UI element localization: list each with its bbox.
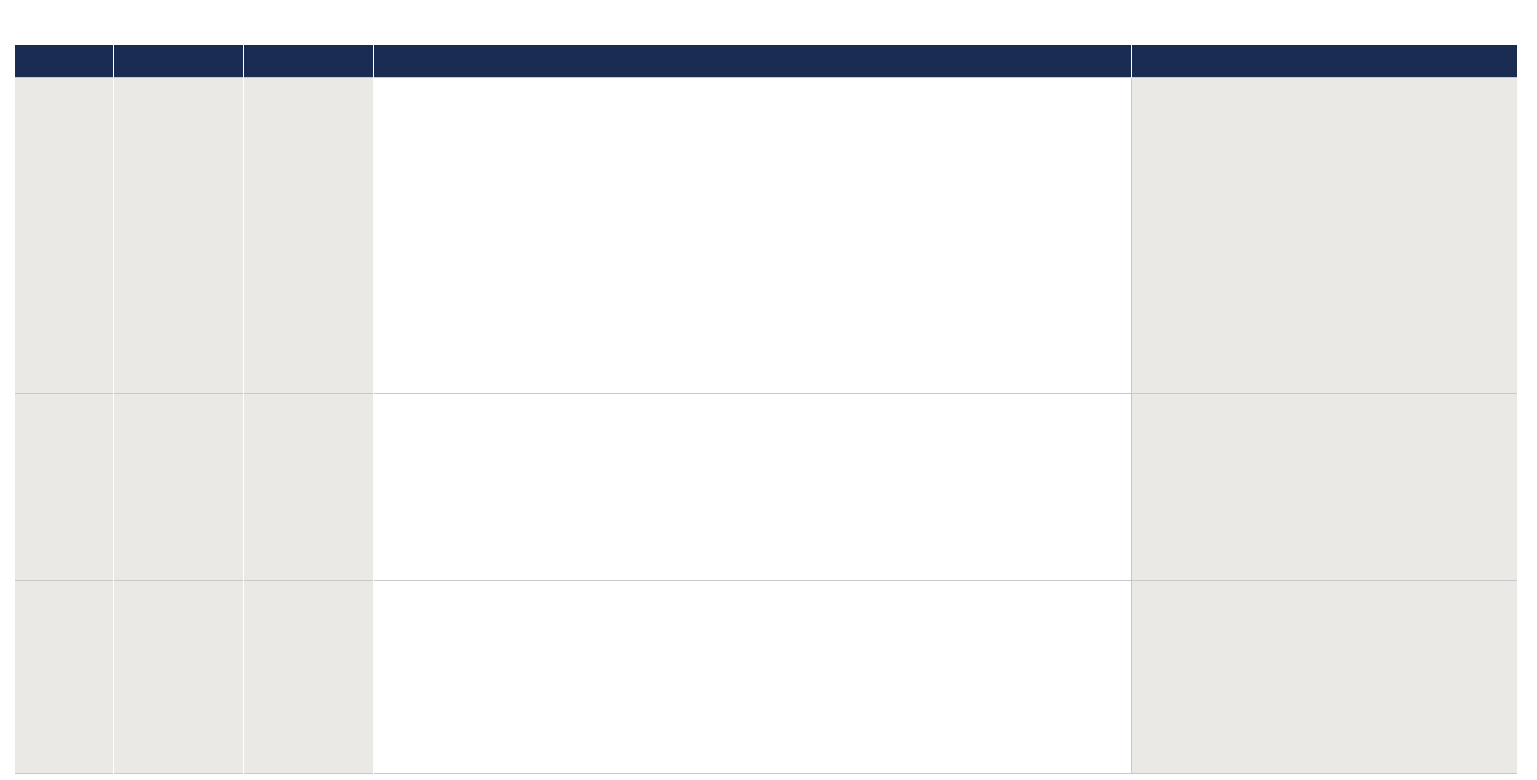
price-after bbox=[243, 78, 373, 394]
price-before bbox=[113, 394, 243, 581]
table-header-row bbox=[15, 45, 1517, 78]
header-before-tax bbox=[113, 45, 243, 78]
basic-items bbox=[373, 78, 1131, 394]
header-options bbox=[1131, 45, 1517, 78]
price-after bbox=[243, 394, 373, 581]
price-table bbox=[15, 45, 1517, 774]
table-row bbox=[15, 78, 1517, 394]
option-items bbox=[1131, 581, 1517, 774]
price-before bbox=[113, 78, 243, 394]
trim-name bbox=[15, 78, 113, 394]
table-row bbox=[15, 581, 1517, 774]
header-basic-items bbox=[373, 45, 1131, 78]
basic-items bbox=[373, 394, 1131, 581]
trim-name bbox=[15, 581, 113, 774]
header-after-tax bbox=[243, 45, 373, 78]
table-row bbox=[15, 394, 1517, 581]
price-after bbox=[243, 581, 373, 774]
option-items bbox=[1131, 78, 1517, 394]
basic-items bbox=[373, 581, 1131, 774]
option-items bbox=[1131, 394, 1517, 581]
price-before bbox=[113, 581, 243, 774]
trim-name bbox=[15, 394, 113, 581]
header-trim bbox=[15, 45, 113, 78]
